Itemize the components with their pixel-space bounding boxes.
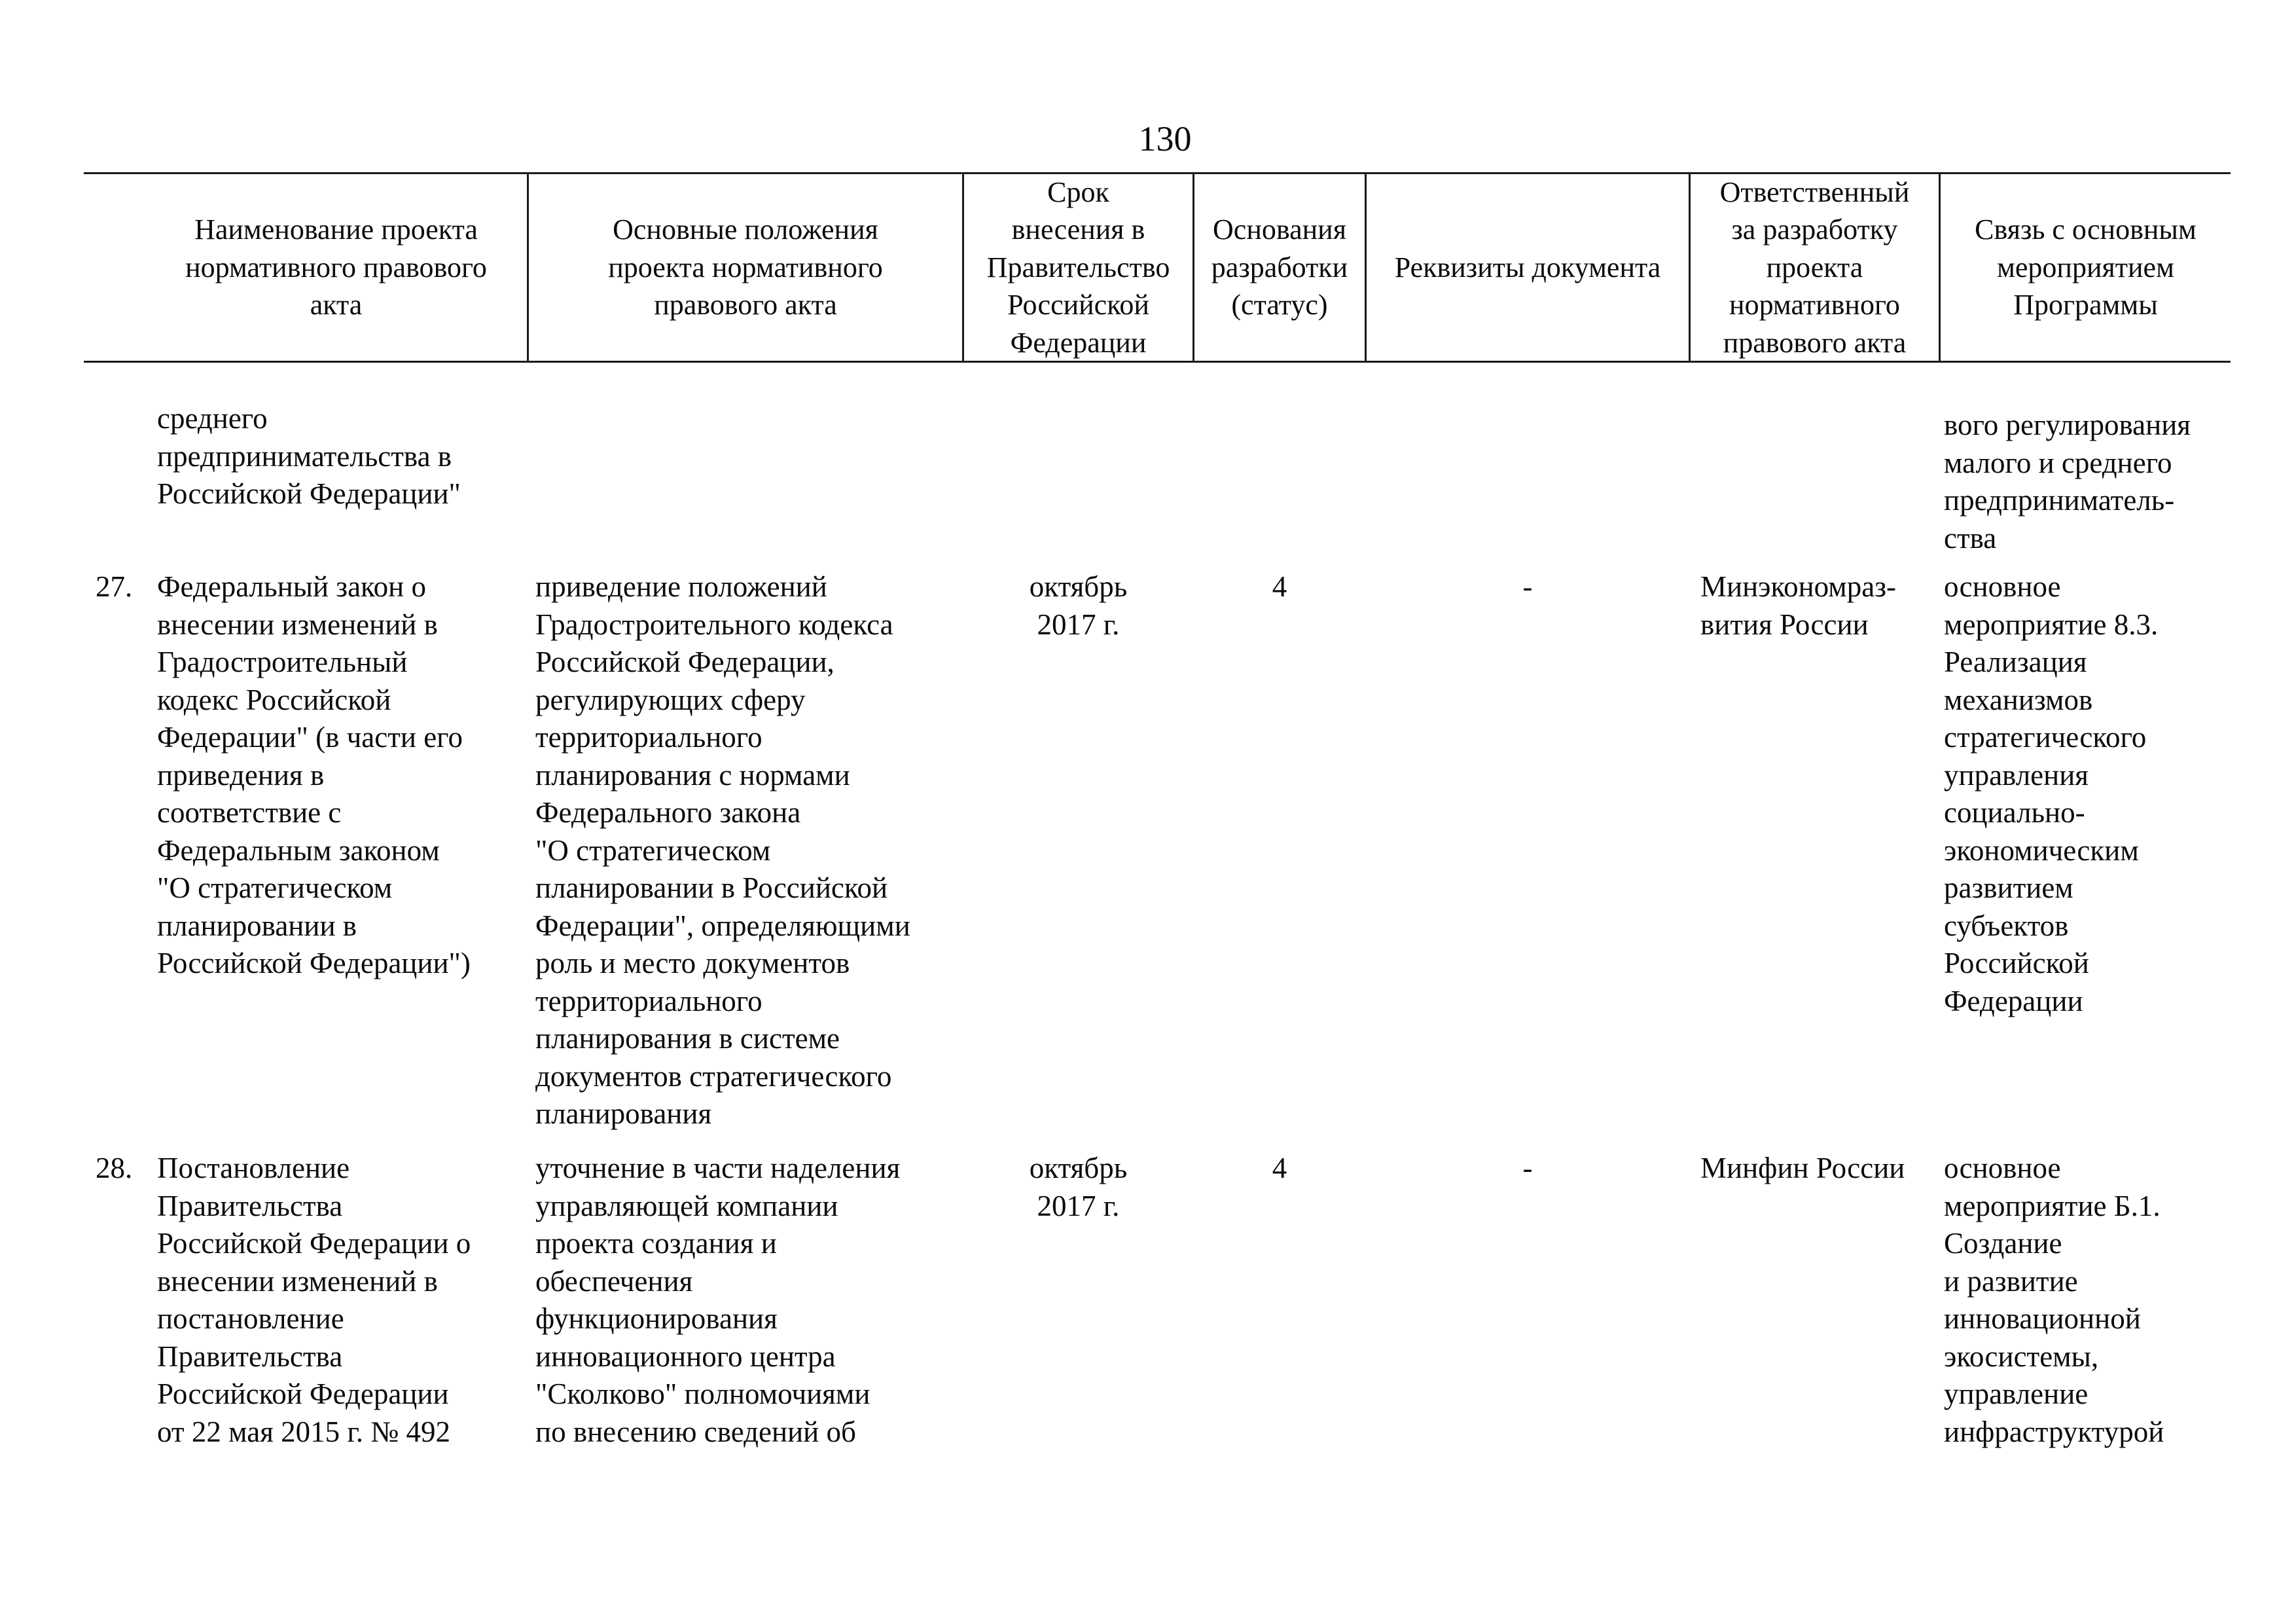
row-provisions: приведение положений Градостроительного кодекса Российской Федерации, регулирующих сферу территориального планирования с нормами Федерального закона "О стратегическом планировании в Российской Федерации", определяющими роль и место документов территориального планирования в системе документов стратегического планирования — [535, 570, 910, 1130]
row-deadline: октябрь 2017 г. — [1029, 570, 1128, 641]
row-link: основное мероприятие 8.3. Реализация механизмов стратегического управления социально- экономическим развитием субъектов Российской Федерации — [1944, 570, 2159, 1017]
row-number: 28. — [96, 1152, 133, 1184]
row-details: - — [1522, 570, 1533, 603]
header-grounds: Основания разработки (статус) — [1211, 213, 1348, 321]
header-link: Связь с основным мероприятием Программы — [1975, 213, 2197, 321]
page-number: 130 — [1138, 119, 1192, 158]
row-responsible: Минфин России — [1700, 1152, 1905, 1184]
row-name: Федеральный закон о внесении изменений в Градостроительный кодекс Российской Федерации" (в части его приведения в соответствие с Федеральным законом "О стратегическом планировании в Российской Федерации") — [157, 570, 471, 979]
header-name: Наименование проекта нормативного правового акта — [185, 213, 487, 321]
header-responsible: Ответственный за разработку проекта нормативного правового акта — [1719, 175, 1910, 359]
row-provisions: уточнение в части наделения управляющей компании проекта создания и обеспечения функционирования инновационного центра "Сколково" полномочиями по внесению сведений об — [535, 1152, 901, 1448]
row-name: Постановление Правительства Российской Федерации о внесении изменений в постановление Правительства Российской Федерации от 22 мая 2015 г. № 492 — [157, 1152, 471, 1448]
row-link: основное мероприятие Б.1. Создание и развитие инновационной экосистемы, управление инфраструктурой — [1944, 1152, 2164, 1448]
continuation-link: вого регулирования малого и среднего предприниматель- ства — [1944, 409, 2191, 555]
header-deadline: Срок внесения в Правительство Российской Федерации — [986, 175, 1170, 359]
header-provisions: Основные положения проекта нормативного правового акта — [608, 213, 883, 321]
row-deadline: октябрь 2017 г. — [1029, 1152, 1128, 1222]
row-number: 27. — [96, 570, 133, 603]
row-details: - — [1522, 1152, 1533, 1184]
continuation-name: среднего предпринимательства в Российской Федерации" — [157, 402, 461, 510]
header-details: Реквизиты документа — [1394, 251, 1661, 283]
row-responsible: Минэкономраз- вития России — [1700, 570, 1897, 641]
row-grounds: 4 — [1272, 570, 1287, 603]
row-grounds: 4 — [1272, 1152, 1287, 1184]
